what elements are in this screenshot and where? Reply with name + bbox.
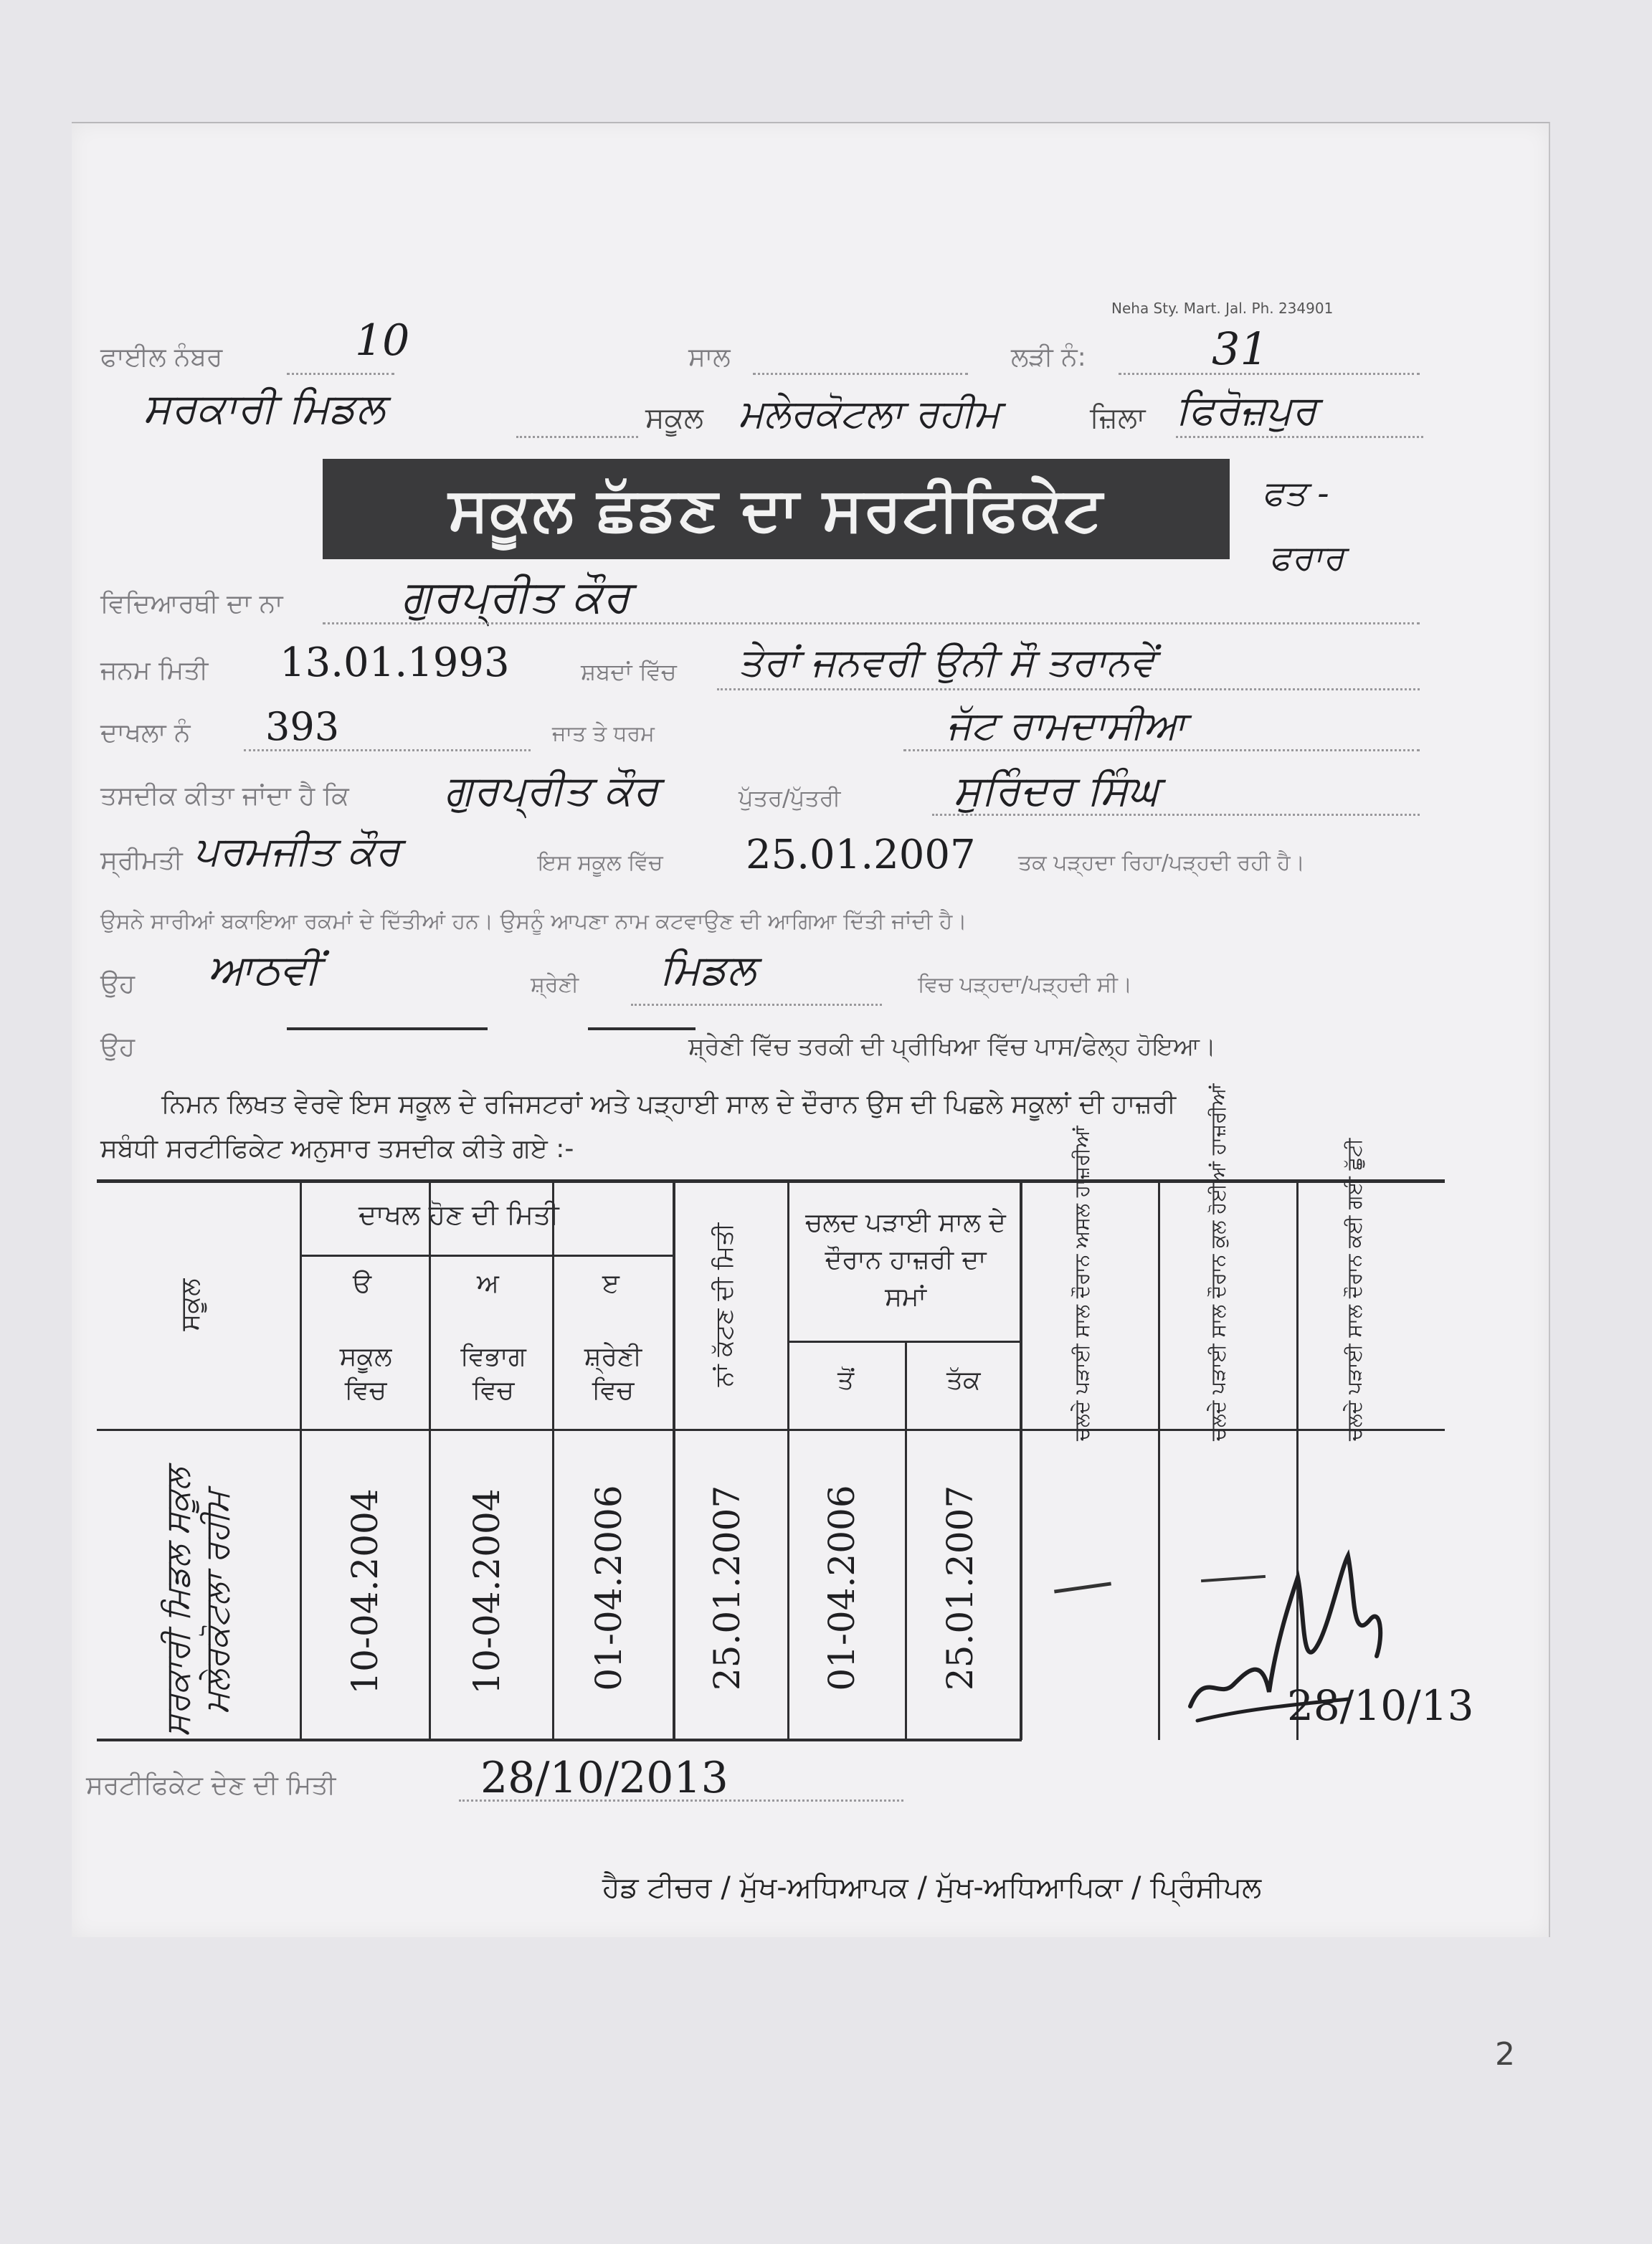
class-mid-value: ਮਿਡਲ xyxy=(660,945,756,994)
parent-value: ਸੁਰਿੰਦਰ ਸਿੰਘ xyxy=(954,766,1159,814)
present-header: ਚਲਦੇ ਪੜਾਈ ਸਾਲ ਦੌਰਾਨ ਕੁਲ ਹੋਈਆਂ ਹਾਜ਼ਰੀਆਂ xyxy=(1206,1083,1230,1441)
serial-value: 31 xyxy=(1212,323,1268,375)
dob-words-label: ਸ਼ਬਦਾਂ ਵਿੱਚ xyxy=(581,658,677,685)
dob-value: 13.01.1993 xyxy=(280,640,510,686)
year-dots xyxy=(753,373,968,375)
holidays-header: ਚਲਦੇ ਪੜਾਈ ਸਾਲ ਦੌਰਾਨ ਕਈ ਗਈ ਛੁੱਟੀ xyxy=(1342,1138,1366,1441)
district-label: ਜ਼ਿਲਾ xyxy=(1090,401,1146,434)
row-adm-dept: 10-04.2004 xyxy=(466,1488,508,1695)
row-to: 25.01.2007 xyxy=(939,1485,981,1691)
para-line-2: ਸਬੰਧੀ ਸਰਟੀਫਿਕੇਟ ਅਨੁਸਾਰ ਤਸਦੀਕ ਕੀਤੇ ਗਏ :- xyxy=(100,1134,574,1164)
row-school: ਸਰਕਾਰੀ ਮਿਡਲ ਸਕੂਲ ਮਲੇਰਕੋਟਲਾ ਰਹੀਮ xyxy=(158,1468,237,1737)
certificate-title: ਸਕੂਲ ਛੱਡਣ ਦਾ ਸਰਟੀਫਿਕੇਟ xyxy=(323,459,1230,559)
studied-label: ਇਸ ਸਕੂਲ ਵਿੱਚ xyxy=(538,850,663,875)
row-adm-school: 10-04.2004 xyxy=(344,1488,386,1695)
from-label: ਤੋਂ xyxy=(837,1366,855,1395)
side-note-1: ਫਤ - xyxy=(1262,473,1329,513)
para-line-1: ਨਿਮਨ ਲਿਖਤ ਵੇਰਵੇ ਇਸ ਸਕੂਲ ਦੇ ਰਜਿਸਟਰਾਂ ਅਤੇ ਪੜ੍ਹਾਈ ਸਾਲ ਦੇ ਦੌਰਾਨ ਉਸ ਦੀ ਪਿਛਲੇ ਸਕੂਲਾਂ ਦੀ ਹਾਜ਼ਰੀ xyxy=(161,1090,1177,1119)
sub-b: ਅ xyxy=(477,1269,499,1298)
sub-a: ੳ xyxy=(353,1269,372,1298)
category-label: ਜਾਤ ਤੇ ਧਰਮ xyxy=(552,721,655,746)
file-no-dots xyxy=(287,373,394,375)
district-value: ਫਿਰੋਜ਼ਪੁਰ xyxy=(1176,387,1317,434)
category-dots xyxy=(903,749,1420,751)
vendor-stamp: Neha Sty. Mart. Jal. Ph. 234901 xyxy=(1111,300,1334,317)
to-label: ਤੱਕ xyxy=(946,1366,981,1395)
school-header: ਸਕੂਲ xyxy=(176,1278,205,1331)
class-label-2: ਉਹ xyxy=(100,1032,136,1062)
admission-no-value: 393 xyxy=(265,704,340,749)
class-label-1: ਉਹ xyxy=(100,969,136,999)
cert-date-label: ਸਰਟੀਫਿਕੇਟ ਦੇਣ ਦੀ ਮਿਤੀ xyxy=(86,1771,336,1800)
serial-label: ਲੜੀ ਨੰ: xyxy=(1011,343,1086,372)
studied-tail: ਤਕ ਪੜ੍ਹਦਾ ਰਿਹਾ/ਪੜ੍ਹਦੀ ਰਹੀ ਹੈ। xyxy=(1018,850,1305,875)
sub-c-label: ਸ਼੍ਰੇਣੀ ਵਿਚ xyxy=(584,1342,642,1405)
signatory-title: ਹੈਡ ਟੀਚਰ / ਮੁੱਖ-ਅਧਿਆਪਕ / ਮੁੱਖ-ਅਧਿਆਪਿਕਾ / ਪ੍ਰਿੰਸੀਪਲ xyxy=(602,1871,1262,1904)
parent-dots xyxy=(932,814,1420,816)
parent-label: ਪੁੱਤਰ/ਪੁੱਤਰੀ xyxy=(739,784,841,812)
school-name-value: ਮਲੇਰਕੋਟਲਾ ਰਹੀਮ xyxy=(739,391,1000,436)
side-note-2: ਫਰਾਰ xyxy=(1269,538,1344,578)
mother-label: ਸ੍ਰੀਮਤੀ xyxy=(100,846,183,875)
student-name-dots xyxy=(323,622,1420,624)
page-mark: 2 xyxy=(1495,2036,1515,2073)
certify-value: ਗੁਰਪ੍ਰੀਤ ਕੌਰ xyxy=(445,766,659,814)
class-tail: ਵਿਚ ਪੜ੍ਹਦਾ/ਪੜ੍ਹਦੀ ਸੀ। xyxy=(918,972,1133,997)
student-name-value: ਗੁਰਪ੍ਰੀਤ ਕੌਰ xyxy=(402,570,630,622)
sub-b-label: ਵਿਭਾਗ ਵਿਚ xyxy=(460,1342,526,1405)
file-no-label: ਫਾਈਲ ਨੰਬਰ xyxy=(100,343,223,372)
cert-date-value: 28/10/2013 xyxy=(480,1753,728,1803)
signature-date: 28/10/13 xyxy=(1287,1681,1474,1730)
cert-date-dots xyxy=(459,1800,903,1802)
category-value: ਜੱਟ ਰਾਮਦਾਸੀਆ xyxy=(946,703,1186,748)
meetings-header: ਚਲਦੇ ਪੜਾਈ ਸਾਲ ਦੌਰਾਨ ਅਸਲ ਹਾਜ਼ਰੀਆਂ xyxy=(1070,1126,1093,1441)
school-type-value: ਸਰਕਾਰੀ ਮਿਡਲ xyxy=(143,384,385,432)
class-mid-label: ਸ਼੍ਰੇਣੀ xyxy=(531,972,579,997)
name-cut-header: ਨਾਂ ਕੱਟਣ ਦੀ ਮਿਤੀ xyxy=(710,1222,739,1387)
row-from: 01-04.2006 xyxy=(821,1485,863,1691)
dob-words-value: ਤੇਰਾਂ ਜਨਵਰੀ ਉਨੀ ਸੌ ਤਰਾਨਵੇਂ xyxy=(739,640,1155,685)
row-name-cut: 25.01.2007 xyxy=(706,1485,748,1691)
attendance-header: ਚਲਦ ਪੜਾਈ ਸਾਲ ਦੇ ਦੌਰਾਨ ਹਾਜ਼ਰੀ ਦਾ ਸਮਾਂ xyxy=(805,1208,1006,1313)
admission-no-dots xyxy=(244,749,531,751)
dues-line: ਉਸਨੇ ਸਾਰੀਆਂ ਬਕਾਇਆ ਰਕਮਾਂ ਦੇ ਦਿੱਤੀਆਂ ਹਨ। ਉਸਨੂੰ ਆਪਣਾ ਨਾਮ ਕਟਵਾਉਣ ਦੀ ਆਗਿਆ ਦਿੱਤੀ ਜਾਂਦੀ ਹੈ। xyxy=(100,909,967,934)
file-no-value: 10 xyxy=(355,315,410,366)
class-value: ਆਠਵੀਂ xyxy=(208,945,319,994)
promo-blank-1 xyxy=(287,1027,488,1030)
year-label: ਸਾਲ xyxy=(688,343,731,372)
admission-no-label: ਦਾਖਲਾ ਨੰ xyxy=(100,718,191,748)
studied-date: 25.01.2007 xyxy=(746,832,976,878)
dob-words-dots xyxy=(717,688,1420,690)
district-dots xyxy=(1176,436,1423,438)
class-dots xyxy=(631,1004,882,1006)
school-type-dots xyxy=(516,436,638,438)
school-label: ਸਕੂਲ xyxy=(645,401,703,434)
serial-dots xyxy=(1119,373,1420,375)
certify-label: ਤਸਦੀਕ ਕੀਤਾ ਜਾਂਦਾ ਹੈ ਕਿ xyxy=(100,781,349,811)
promo-tail: ਸ਼੍ਰੇਣੀ ਵਿੱਚ ਤਰਕੀ ਦੀ ਪ੍ਰੀਖਿਆ ਵਿੱਚ ਪਾਸ/ਫੇਲ੍ਹ ਹੋਇਆ। xyxy=(688,1032,1216,1061)
admission-date-header: ਦਾਖਲ ਹੋਣ ਦੀ ਮਿਤੀ xyxy=(359,1199,559,1230)
mother-value: ਪਰਮਜੀਤ ਕੌਰ xyxy=(194,828,400,875)
sub-c: ੲ xyxy=(602,1269,620,1298)
dob-label: ਜਨਮ ਮਿਤੀ xyxy=(100,656,209,685)
promo-blank-2 xyxy=(588,1027,696,1030)
row-adm-class: 01-04.2006 xyxy=(588,1485,630,1691)
student-name-label: ਵਿਦਿਆਰਥੀ ਦਾ ਨਾ xyxy=(100,589,283,619)
sub-a-label: ਸਕੂਲ ਵਿਚ xyxy=(339,1342,392,1405)
